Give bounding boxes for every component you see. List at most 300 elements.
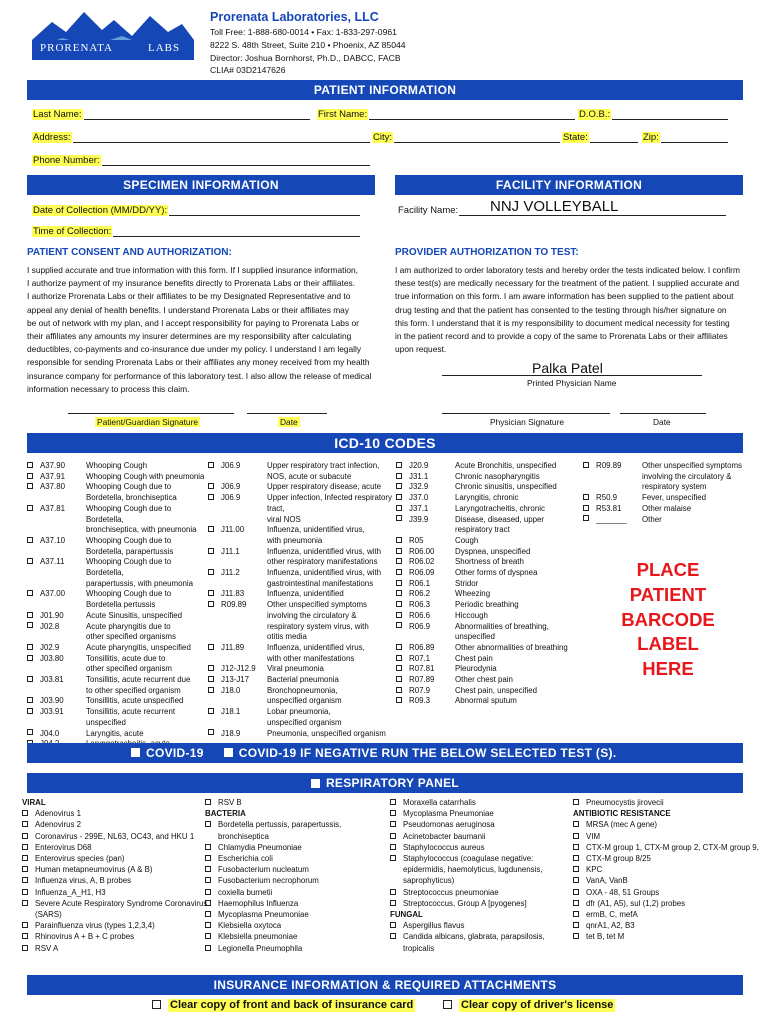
icd-code-option[interactable] [27, 589, 207, 600]
icd-code-option[interactable] [27, 675, 207, 686]
icd-code: A37.80 [40, 482, 66, 492]
icd-code [40, 579, 86, 590]
icd-code-continuation [27, 718, 207, 729]
checkbox-icon[interactable] [205, 889, 211, 895]
panel-test-option[interactable] [573, 797, 770, 808]
icd-code: J04.0 [40, 728, 60, 738]
checkbox-cell [27, 493, 40, 504]
checkbox-cell [396, 504, 409, 515]
respiratory-panel-header[interactable]: RESPIRATORY PANEL [27, 773, 743, 793]
panel-test-option[interactable] [205, 898, 385, 909]
covid-reflex-option[interactable]: COVID-19 IF NEGATIVE RUN THE BELOW SELECTED TEST (S). [224, 746, 617, 760]
icd-column-2 [208, 461, 398, 739]
icd-code-option[interactable] [27, 536, 207, 547]
icd-code-option[interactable] [396, 482, 586, 493]
panel-test-option[interactable] [390, 797, 570, 808]
icd-code-continuation [27, 547, 207, 558]
checkbox-icon[interactable] [208, 687, 214, 693]
test-label: Pneumocystis jirovecii [586, 798, 664, 807]
icd-code-option[interactable] [208, 547, 398, 558]
icd-code-option[interactable] [396, 547, 586, 558]
checkbox-cell [396, 664, 409, 675]
icd-code-option[interactable] [27, 654, 207, 665]
checkbox-cell [583, 493, 596, 504]
checkbox-icon[interactable] [22, 889, 28, 895]
icd-description: Tonsillitis, acute unspecified [86, 696, 184, 706]
panel-test-option[interactable] [205, 909, 385, 920]
checkbox-icon[interactable] [396, 622, 402, 628]
test-label: epidermidis, haemolyticus, lugdunensis, [403, 865, 543, 875]
panel-test-option[interactable] [205, 797, 385, 808]
icd-code-continuation [208, 515, 398, 526]
panel-test-option[interactable] [22, 853, 212, 864]
checkbox-icon[interactable] [396, 483, 402, 489]
icd-code-option[interactable] [396, 568, 586, 579]
panel-test-option[interactable] [390, 808, 570, 819]
icd-code-option[interactable] [27, 622, 207, 633]
icd-code-option[interactable] [396, 654, 586, 665]
panel-test-option[interactable] [205, 887, 385, 898]
icd-code-option[interactable] [208, 600, 398, 611]
checkbox-icon[interactable] [205, 933, 211, 939]
icd-code-option[interactable] [396, 536, 586, 547]
checkbox-icon[interactable] [208, 494, 214, 500]
icd-code-option[interactable] [583, 493, 743, 504]
icd-code-option[interactable] [583, 504, 743, 515]
icd-code-option[interactable] [27, 707, 207, 718]
drivers-license-option[interactable]: Clear copy of driver's license [443, 999, 615, 1012]
checkbox-icon[interactable] [573, 855, 579, 861]
icd-code: A37.00 [40, 589, 66, 599]
checkbox-cell [27, 729, 40, 740]
checkbox-icon[interactable] [583, 505, 589, 511]
icd-code-option[interactable] [396, 611, 586, 622]
icd-code-option[interactable] [396, 504, 586, 515]
checkbox-cell [396, 589, 409, 600]
icd-description: Whooping Cough due to Bordetella, [86, 503, 172, 524]
checkbox-icon[interactable] [583, 494, 589, 500]
physician-signature-line[interactable] [442, 413, 610, 414]
panel-test-option[interactable] [573, 853, 770, 864]
checkbox-icon[interactable] [573, 821, 579, 827]
icd-code-option[interactable] [208, 589, 398, 600]
checkbox-icon[interactable] [205, 911, 211, 917]
phone-field[interactable]: Phone Number: [32, 155, 370, 166]
checkbox-icon[interactable] [205, 799, 211, 805]
dob-field[interactable]: D.O.B.: [578, 109, 728, 120]
checkbox-icon[interactable] [27, 622, 33, 628]
icd-code-option[interactable] [27, 611, 207, 622]
checkbox-icon[interactable] [396, 462, 402, 468]
icd-code-option[interactable] [27, 504, 207, 525]
icd-code-continuation [583, 482, 743, 493]
checkbox-icon[interactable] [390, 889, 396, 895]
icd-code-option[interactable] [208, 707, 398, 718]
panel-test-option[interactable] [390, 920, 570, 931]
checkbox-icon[interactable] [573, 844, 579, 850]
icd-code-option[interactable] [27, 643, 207, 654]
icd-code-option[interactable] [396, 493, 586, 504]
icd-description: other specified organisms [86, 632, 176, 642]
panel-test-option[interactable] [205, 920, 385, 931]
checkbox-icon[interactable] [390, 833, 396, 839]
panel-test-option[interactable] [205, 853, 385, 864]
checkbox-cell [208, 729, 221, 740]
icd-code-option[interactable] [208, 461, 398, 472]
checkbox-icon[interactable] [205, 900, 211, 906]
checkbox-icon[interactable] [396, 601, 402, 607]
panel-test-option[interactable] [573, 920, 770, 931]
icd-code: J03.81 [40, 675, 64, 685]
checkbox-cell [396, 622, 409, 633]
checkbox-icon[interactable] [27, 558, 33, 564]
checkbox-icon[interactable] [205, 855, 211, 861]
icd-code-option[interactable] [583, 461, 743, 472]
test-label: MRSA (mec A gene) [586, 820, 658, 830]
checkbox-icon[interactable] [205, 877, 211, 883]
checkbox-icon[interactable] [205, 821, 211, 827]
icd-code: J11.2 [221, 568, 240, 578]
panel-test-option[interactable] [390, 842, 570, 853]
panel-test-option[interactable] [573, 842, 770, 853]
icd-code [40, 718, 86, 729]
checkbox-icon[interactable] [573, 900, 579, 906]
icd-code-option[interactable] [208, 664, 398, 675]
icd-code-option[interactable] [208, 675, 398, 686]
checkbox-cell [573, 909, 586, 920]
checkbox-icon[interactable] [22, 866, 28, 872]
panel-test-option[interactable] [205, 842, 385, 853]
icd-code-option[interactable] [208, 568, 398, 579]
checkbox-icon[interactable] [205, 866, 211, 872]
icd-description: involving the circulatory & [267, 610, 357, 620]
checkbox-icon[interactable] [396, 687, 402, 693]
panel-test-option[interactable] [205, 819, 385, 830]
panel-test-option[interactable] [22, 831, 212, 842]
checkbox-icon[interactable] [208, 676, 214, 682]
icd-code: J03.90 [40, 696, 64, 706]
checkbox-icon[interactable] [208, 462, 214, 468]
icd-description: involving the circulatory & [642, 471, 732, 481]
panel-test-option[interactable] [573, 819, 770, 830]
checkbox-icon[interactable] [208, 569, 214, 575]
panel-test-option[interactable] [573, 898, 770, 909]
checkbox-icon[interactable] [573, 922, 579, 928]
panel-test-option[interactable] [573, 887, 770, 898]
test-label: Fusobacterium nucleatum [218, 865, 309, 875]
icd-description: Wheezing [455, 589, 491, 599]
panel-category-heading [390, 909, 570, 920]
logo-text-right: LABS [148, 42, 181, 54]
checkbox-icon[interactable] [22, 844, 28, 850]
icd-code-continuation [27, 686, 207, 697]
checkbox-icon[interactable] [205, 945, 211, 951]
icd-code-option[interactable] [208, 643, 398, 654]
physician-date-line[interactable] [620, 413, 706, 414]
text-line: deductibles, co-payments and co-insurance due under my policy. I understand I am legally [27, 344, 362, 355]
icd-code-option[interactable] [396, 472, 586, 483]
icd-code: J06.9 [221, 493, 241, 503]
checkbox-cell [208, 482, 221, 493]
checkbox-icon[interactable] [573, 877, 579, 883]
icd-description: Chronic nasopharyngitis [455, 471, 540, 481]
icd-code-option[interactable] [396, 461, 586, 472]
checkbox-icon[interactable] [27, 505, 33, 511]
checkbox-icon[interactable] [396, 697, 402, 703]
checkbox-cell [208, 493, 221, 514]
respiratory-column-fungal [390, 797, 570, 954]
checkbox-icon[interactable] [396, 473, 402, 479]
state-field[interactable]: State: [562, 132, 638, 143]
collection-time-field[interactable]: Time of Collection: [32, 226, 360, 237]
checkbox-icon[interactable] [27, 612, 33, 618]
checkbox-icon[interactable] [573, 933, 579, 939]
last-name-field[interactable]: Last Name: [32, 109, 310, 120]
icd-code-option[interactable] [208, 729, 398, 740]
city-field[interactable]: City: [372, 132, 560, 143]
checkbox-icon[interactable] [27, 697, 33, 703]
icd-description: bronchiseptica, with pneumonia [86, 525, 197, 535]
panel-test-option[interactable] [390, 887, 570, 898]
checkbox-icon[interactable] [396, 505, 402, 511]
test-label: OXA - 48, 51 Groups [586, 887, 660, 897]
first-name-field[interactable]: First Name: [317, 109, 575, 120]
icd-code-option[interactable] [208, 482, 398, 493]
checkbox-icon[interactable] [396, 665, 402, 671]
checkbox-cell [573, 797, 586, 808]
icd-code-option[interactable] [396, 557, 586, 568]
checkbox-icon[interactable] [208, 526, 214, 532]
zip-field[interactable]: Zip: [642, 132, 728, 143]
icd-description: respiratory tract [455, 525, 510, 535]
checkbox-icon[interactable] [573, 911, 579, 917]
icd-code: A37.11 [40, 557, 65, 567]
icd-code-option[interactable] [396, 600, 586, 611]
panel-test-option[interactable] [573, 875, 770, 886]
checkbox-icon[interactable] [205, 844, 211, 850]
checkbox-cell [27, 686, 40, 697]
checkbox-icon[interactable] [396, 580, 402, 586]
test-label: tropicalis [403, 943, 435, 953]
checkbox-icon[interactable] [390, 900, 396, 906]
checkbox-icon[interactable] [208, 483, 214, 489]
panel-test-option[interactable] [22, 864, 212, 875]
checkbox-icon[interactable] [22, 922, 28, 928]
covid-test-option[interactable]: COVID-19 [131, 746, 204, 760]
icd-code-option[interactable] [396, 515, 586, 526]
checkbox-icon[interactable] [208, 590, 214, 596]
checkbox-icon[interactable] [27, 729, 33, 735]
icd-code-option[interactable] [396, 622, 586, 633]
checkbox-icon[interactable] [208, 708, 214, 714]
checkbox-icon[interactable] [27, 473, 33, 479]
icd-code [409, 525, 455, 536]
checkbox-cell [583, 515, 596, 526]
test-label: Mycoplasma Pneumoniae [218, 910, 309, 920]
facility-name-field[interactable]: Facility Name: [398, 205, 726, 216]
checkbox-icon[interactable] [396, 590, 402, 596]
icd-code-option[interactable] [396, 643, 586, 654]
checkbox-icon [443, 1000, 452, 1009]
test-label: (SARS) [35, 910, 62, 920]
checkbox-icon[interactable] [205, 922, 211, 928]
checkbox-icon[interactable] [208, 601, 214, 607]
panel-test-option[interactable] [205, 931, 385, 942]
test-label: Influenza virus, A, B probes [35, 876, 132, 886]
checkbox-icon[interactable] [390, 844, 396, 850]
checkbox-icon[interactable] [390, 855, 396, 861]
checkbox-icon[interactable] [390, 810, 396, 816]
panel-test-option[interactable] [22, 887, 212, 898]
icd-code-option[interactable] [208, 525, 398, 536]
checkbox-cell [205, 864, 218, 875]
panel-test-option[interactable] [22, 875, 212, 886]
icd-code-option[interactable] [27, 729, 207, 740]
checkbox-icon[interactable] [22, 810, 28, 816]
icd-code-option[interactable] [27, 472, 207, 483]
panel-test-option[interactable] [573, 931, 770, 942]
checkbox-icon[interactable] [27, 590, 33, 596]
icd-code: R06.09 [409, 568, 435, 578]
icd-description: Bordetella pertussis [86, 600, 156, 610]
panel-test-option[interactable] [573, 864, 770, 875]
checkbox-icon[interactable] [583, 462, 589, 468]
checkbox-cell [205, 887, 218, 898]
panel-test-option[interactable] [390, 853, 570, 864]
test-label: Human metapneumovirus (A & B) [35, 865, 153, 875]
checkbox-icon[interactable] [573, 889, 579, 895]
panel-test-option[interactable] [22, 931, 212, 942]
checkbox-icon[interactable] [22, 900, 28, 906]
panel-test-option[interactable] [22, 898, 212, 909]
checkbox-icon[interactable] [396, 515, 402, 521]
icd-code: R06.6 [409, 610, 431, 620]
icd-code-option[interactable] [27, 696, 207, 707]
test-label: saprophyticus) [403, 876, 455, 886]
checkbox-icon[interactable] [27, 537, 33, 543]
checkbox-icon[interactable] [22, 877, 28, 883]
checkbox-icon[interactable] [396, 612, 402, 618]
icd-code-option[interactable] [208, 686, 398, 697]
checkbox-icon[interactable] [396, 548, 402, 554]
panel-test-option[interactable] [205, 943, 385, 954]
icd-code-option[interactable] [27, 557, 207, 578]
checkbox-icon[interactable] [573, 866, 579, 872]
icd-code-option[interactable] [396, 664, 586, 675]
panel-test-option[interactable] [390, 831, 570, 842]
checkbox-cell [22, 808, 35, 819]
panel-test-option[interactable] [205, 875, 385, 886]
icd-code-option[interactable] [27, 482, 207, 493]
collection-date-field[interactable]: Date of Collection (MM/DD/YY): [32, 205, 360, 216]
panel-test-option[interactable] [390, 898, 570, 909]
panel-test-option[interactable] [22, 842, 212, 853]
checkbox-icon[interactable] [390, 922, 396, 928]
address-field[interactable]: Address: [32, 132, 370, 143]
checkbox-icon[interactable] [22, 855, 28, 861]
panel-test-option[interactable] [205, 864, 385, 875]
panel-test-option[interactable] [22, 943, 212, 954]
checkbox-icon[interactable] [390, 821, 396, 827]
checkbox-icon[interactable] [22, 833, 28, 839]
icd-code-option[interactable] [27, 461, 207, 472]
icd-code-option[interactable] [396, 579, 586, 590]
checkbox-icon[interactable] [27, 644, 33, 650]
panel-test-option[interactable] [573, 831, 770, 842]
checkbox-icon[interactable] [583, 515, 589, 521]
insurance-card-option[interactable]: Clear copy of front and back of insurance card [152, 999, 415, 1012]
icd-code [221, 557, 267, 568]
checkbox-icon[interactable] [573, 833, 579, 839]
icd-code-option[interactable] [396, 675, 586, 686]
checkbox-icon[interactable] [27, 676, 33, 682]
panel-test-option[interactable] [390, 931, 570, 942]
checkbox-icon[interactable] [396, 494, 402, 500]
icd-code [40, 664, 86, 675]
text-line: I authorize payment of my insurance benefits directly to Prorenata Labs or their affiliates. [27, 278, 356, 289]
category-label: FUNGAL [390, 910, 423, 920]
checkbox-icon[interactable] [396, 569, 402, 575]
icd-description: Chronic sinusitis, unspecified [455, 482, 557, 492]
checkbox-icon[interactable] [396, 655, 402, 661]
panel-test-option[interactable] [390, 819, 570, 830]
patient-signature-line[interactable] [68, 413, 234, 414]
checkbox-icon[interactable] [208, 729, 214, 735]
checkbox-icon[interactable] [208, 644, 214, 650]
icd-column-4 [583, 461, 743, 525]
checkbox-icon[interactable] [396, 537, 402, 543]
checkbox-icon[interactable] [27, 462, 33, 468]
panel-test-option[interactable] [22, 920, 212, 931]
category-label: ANTIBIOTIC RESISTANCE [573, 809, 671, 819]
checkbox-icon[interactable] [396, 676, 402, 682]
patient-signature-label: Patient/Guardian Signature [97, 417, 199, 427]
icd-description: Other unspecified symptoms [267, 600, 367, 610]
icd-description: respiratory system virus, with [267, 621, 369, 631]
checkbox-icon[interactable] [396, 558, 402, 564]
checkbox-icon[interactable] [22, 933, 28, 939]
checkbox-icon[interactable] [22, 945, 28, 951]
checkbox-icon[interactable] [396, 644, 402, 650]
checkbox-icon[interactable] [208, 665, 214, 671]
checkbox-cell [205, 797, 218, 808]
checkbox-cell [396, 686, 409, 697]
checkbox-icon[interactable] [390, 799, 396, 805]
checkbox-icon[interactable] [573, 799, 579, 805]
checkbox-icon[interactable] [22, 821, 28, 827]
test-label: Streptococcus, Group A [pyogenes] [403, 898, 527, 908]
checkbox-icon[interactable] [27, 655, 33, 661]
panel-test-option[interactable] [573, 909, 770, 920]
checkbox-icon[interactable] [390, 933, 396, 939]
icd-description: Influenza, unidentified virus, with [267, 568, 382, 578]
checkbox-icon[interactable] [27, 483, 33, 489]
icd-description: other specified organism [86, 664, 172, 674]
provider-text [395, 264, 743, 356]
panel-test-option[interactable] [22, 819, 212, 830]
checkbox-icon[interactable] [208, 548, 214, 554]
icd-description: other respiratory manifestations [267, 557, 378, 567]
panel-test-option[interactable] [22, 808, 212, 819]
icd-code-option[interactable] [396, 686, 586, 697]
icd-code-option[interactable] [396, 696, 586, 707]
icd-code-option[interactable] [583, 515, 743, 526]
icd-code-option[interactable] [208, 493, 398, 514]
icd-code-option[interactable] [396, 589, 586, 600]
checkbox-icon[interactable] [27, 708, 33, 714]
icd-code: J06.9 [221, 482, 241, 492]
patient-date-line[interactable] [247, 413, 327, 414]
